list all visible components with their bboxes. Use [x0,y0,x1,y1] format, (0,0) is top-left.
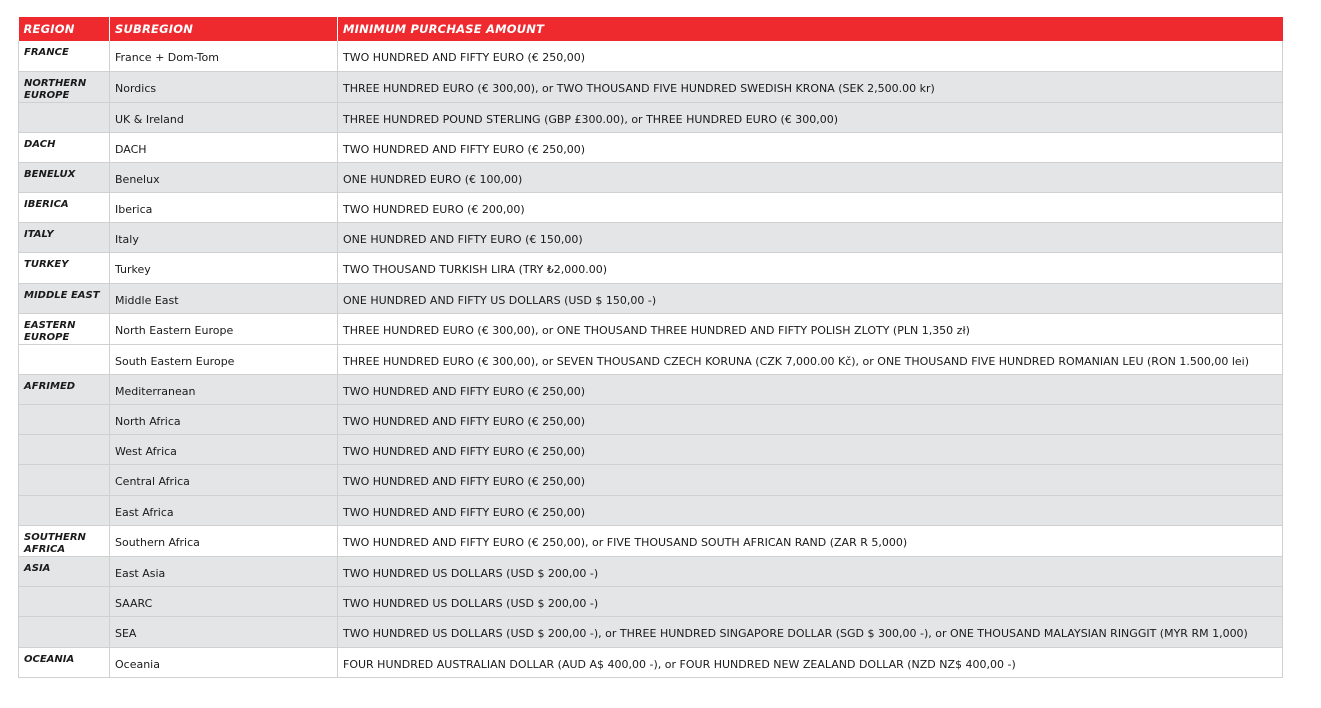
region-cell [19,344,110,374]
region-cell: BENELUX [19,162,110,192]
region-cell: AFRIMED [19,374,110,404]
subregion-cell: SAARC [110,586,338,616]
region-cell: TURKEY [19,252,110,283]
subregion-cell: UK & Ireland [110,102,338,132]
table-row [19,556,1283,586]
table-row [19,132,1283,162]
region-cell: MIDDLE EAST [19,283,110,313]
table-row [19,313,1283,344]
amount-cell: ONE HUNDRED EURO (€ 100,00) [338,162,1283,192]
amount-cell: TWO HUNDRED AND FIFTY EURO (€ 250,00) [338,464,1283,495]
subregion-cell: Mediterranean [110,374,338,404]
header-region: REGION [19,17,110,41]
amount-cell: FOUR HUNDRED AUSTRALIAN DOLLAR (AUD A$ 400,00 -), or FOUR HUNDRED NEW ZEALAND DOLLAR (NZD NZ$ 400,00 -) [338,647,1283,677]
amount-cell: THREE HUNDRED EURO (€ 300,00), or SEVEN THOUSAND CZECH KORUNA (CZK 7,000.00 Kč), or ONE THOUSAND FIVE HUNDRED ROMANIAN LEU (RON 1.500,00 lei) [338,344,1283,374]
table-row [19,434,1283,464]
subregion-cell: SEA [110,616,338,647]
amount-cell: TWO HUNDRED EURO (€ 200,00) [338,192,1283,222]
table-row [19,102,1283,132]
subregion-cell: DACH [110,132,338,162]
amount-cell: TWO HUNDRED AND FIFTY EURO (€ 250,00) [338,41,1283,71]
subregion-cell: North Eastern Europe [110,313,338,344]
subregion-cell: West Africa [110,434,338,464]
table-row [19,222,1283,252]
amount-cell: TWO HUNDRED AND FIFTY EURO (€ 250,00) [338,404,1283,434]
amount-cell: TWO THOUSAND TURKISH LIRA (TRY ₺2,000.00) [338,252,1283,283]
amount-cell: TWO HUNDRED US DOLLARS (USD $ 200,00 -) [338,556,1283,586]
amount-cell: TWO HUNDRED AND FIFTY EURO (€ 250,00) [338,374,1283,404]
amount-cell: ONE HUNDRED AND FIFTY US DOLLARS (USD $ 150,00 -) [338,283,1283,313]
table-row [19,283,1283,313]
header-subregion: SUBREGION [110,17,338,41]
table-row [19,344,1283,374]
table-row [19,616,1283,647]
subregion-cell: East Africa [110,495,338,525]
amount-cell: TWO HUNDRED US DOLLARS (USD $ 200,00 -) [338,586,1283,616]
table-row [19,41,1283,71]
amount-cell: TWO HUNDRED US DOLLARS (USD $ 200,00 -), or THREE HUNDRED SINGAPORE DOLLAR (SGD $ 300,00 -), or ONE THOUSAND MALAYSIAN RINGGIT (MYR RM 1,000) [338,616,1283,647]
table-body [19,41,1283,677]
region-cell: ITALY [19,222,110,252]
amount-cell: THREE HUNDRED EURO (€ 300,00), or TWO THOUSAND FIVE HUNDRED SWEDISH KRONA (SEK 2,500.00 kr) [338,71,1283,102]
subregion-cell: Middle East [110,283,338,313]
subregion-cell: Southern Africa [110,525,338,556]
amount-cell: TWO HUNDRED AND FIFTY EURO (€ 250,00), or FIVE THOUSAND SOUTH AFRICAN RAND (ZAR R 5,000) [338,525,1283,556]
region-cell: SOUTHERN AFRICA [19,525,110,556]
amount-cell: THREE HUNDRED POUND STERLING (GBP £300.00), or THREE HUNDRED EURO (€ 300,00) [338,102,1283,132]
subregion-cell: Italy [110,222,338,252]
subregion-cell: Nordics [110,71,338,102]
table-row [19,495,1283,525]
header-row [19,17,1283,41]
amount-cell: TWO HUNDRED AND FIFTY EURO (€ 250,00) [338,495,1283,525]
region-cell [19,616,110,647]
minimum-purchase-table [18,17,1283,678]
region-cell: EASTERN EUROPE [19,313,110,344]
table-row [19,192,1283,222]
subregion-cell: Oceania [110,647,338,677]
region-cell [19,495,110,525]
subregion-cell: South Eastern Europe [110,344,338,374]
region-cell: NORTHERN EUROPE [19,71,110,102]
subregion-cell: Iberica [110,192,338,222]
amount-cell: TWO HUNDRED AND FIFTY EURO (€ 250,00) [338,434,1283,464]
subregion-cell: Turkey [110,252,338,283]
table-row [19,162,1283,192]
region-cell [19,464,110,495]
region-cell [19,434,110,464]
table-row [19,586,1283,616]
table-row [19,464,1283,495]
table-row [19,374,1283,404]
header-amount: MINIMUM PURCHASE AMOUNT [338,17,1283,41]
subregion-cell: Benelux [110,162,338,192]
table-header [19,17,1283,41]
region-cell: ASIA [19,556,110,586]
region-cell [19,404,110,434]
amount-cell: THREE HUNDRED EURO (€ 300,00), or ONE THOUSAND THREE HUNDRED AND FIFTY POLISH ZLOTY (PLN 1,350 zł) [338,313,1283,344]
amount-cell: TWO HUNDRED AND FIFTY EURO (€ 250,00) [338,132,1283,162]
table-row [19,404,1283,434]
table-row [19,71,1283,102]
subregion-cell: East Asia [110,556,338,586]
region-cell [19,586,110,616]
subregion-cell: France + Dom-Tom [110,41,338,71]
subregion-cell: Central Africa [110,464,338,495]
region-cell [19,102,110,132]
amount-cell: ONE HUNDRED AND FIFTY EURO (€ 150,00) [338,222,1283,252]
region-cell: FRANCE [19,41,110,71]
region-cell: DACH [19,132,110,162]
table-row [19,525,1283,556]
region-cell: OCEANIA [19,647,110,677]
subregion-cell: North Africa [110,404,338,434]
region-cell: IBERICA [19,192,110,222]
table-row [19,252,1283,283]
table-row [19,647,1283,677]
